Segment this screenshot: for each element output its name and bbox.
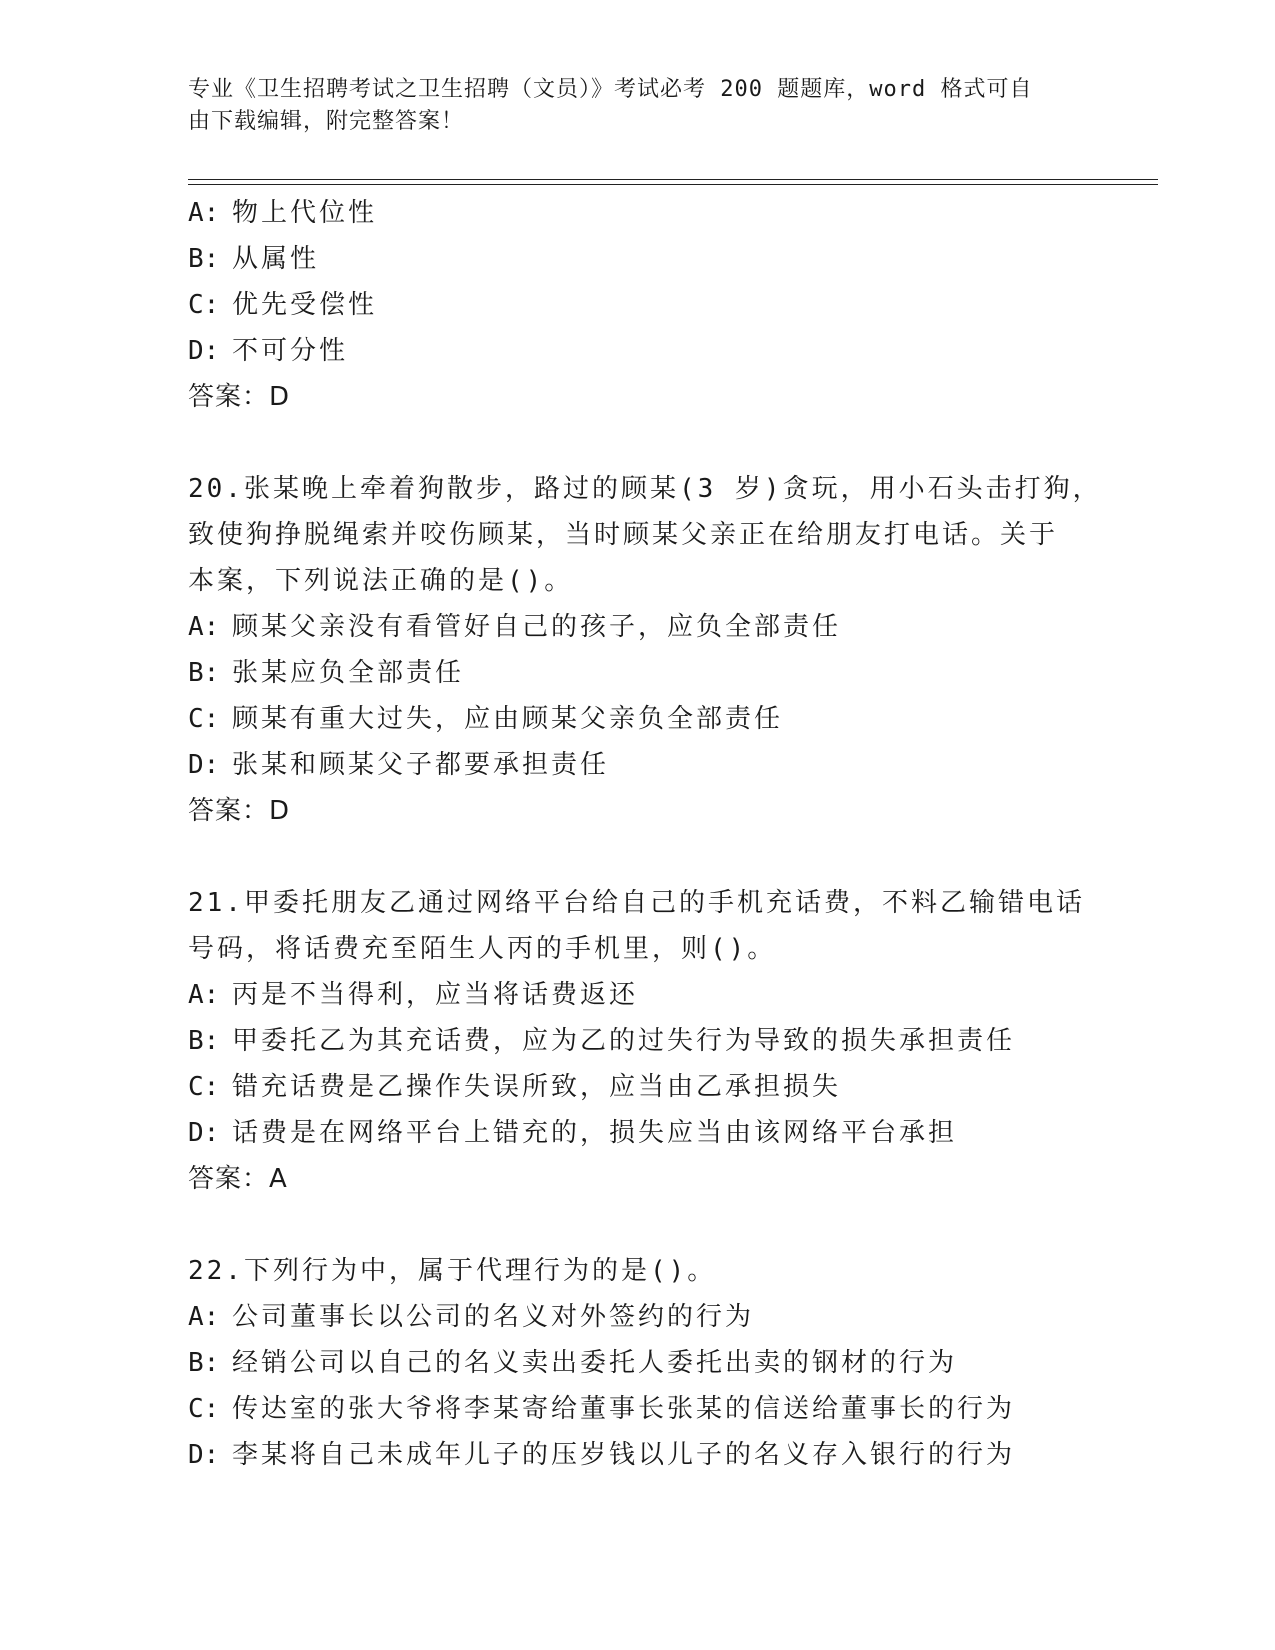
header-divider-bottom [188, 184, 1158, 185]
question-19 [188, 190, 1148, 420]
option-key: B: [188, 1348, 220, 1378]
option-text: 传达室的张大爷将李某寄给董事长张某的信送给董事长的行为 [232, 1394, 1016, 1424]
option-key: A: [188, 198, 220, 228]
option-text: 物上代位性 [232, 198, 378, 228]
option-d [188, 328, 1148, 374]
option-key: D: [188, 1118, 220, 1148]
option-key: A: [188, 980, 220, 1010]
option-key: D: [188, 1440, 220, 1470]
question-22 [188, 1248, 1148, 1478]
question-stem-line: 号码，将话费充至陌生人丙的手机里，则()。 [188, 934, 777, 964]
answer-line: 答案：A [188, 1164, 288, 1194]
option-text: 甲委托乙为其充话费，应为乙的过失行为导致的损失承担责任 [232, 1026, 1016, 1056]
option-text: 经销公司以自己的名义卖出委托人委托出卖的钢材的行为 [232, 1348, 958, 1378]
option-text: 从属性 [232, 244, 320, 274]
question-stem-line: 20.张某晚上牵着狗散步，路过的顾某(3 岁)贪玩，用小石头击打狗， [188, 474, 1102, 504]
option-text: 优先受偿性 [232, 290, 378, 320]
option-key: D: [188, 750, 220, 780]
option-a [188, 1294, 1148, 1340]
option-key: C: [188, 1072, 220, 1102]
option-key: C: [188, 1394, 220, 1424]
option-a [188, 972, 1148, 1018]
question-stem-line: 21.甲委托朋友乙通过网络平台给自己的手机充话费，不料乙输错电话 [188, 888, 1085, 918]
option-b [188, 1018, 1148, 1064]
option-b [188, 1340, 1148, 1386]
question-stem-line: 致使狗挣脱绳索并咬伤顾某，当时顾某父亲正在给朋友打电话。关于 [188, 520, 1059, 550]
header-divider-top [188, 179, 1158, 180]
option-c [188, 282, 1148, 328]
question-20 [188, 466, 1148, 834]
option-d [188, 742, 1148, 788]
answer-line: 答案：D [188, 796, 291, 826]
header-line-2: 由下载编辑，附完整答案！ [188, 109, 465, 134]
option-key: B: [188, 244, 220, 274]
option-text: 顾某有重大过失，应由顾某父亲负全部责任 [232, 704, 784, 734]
option-c [188, 1064, 1148, 1110]
question-list [188, 190, 1148, 1478]
option-a [188, 190, 1148, 236]
option-text: 顾某父亲没有看管好自己的孩子，应负全部责任 [232, 612, 842, 642]
spacer [188, 1202, 1148, 1248]
option-d [188, 1110, 1148, 1156]
option-text: 丙是不当得利，应当将话费返还 [232, 980, 639, 1010]
option-text: 话费是在网络平台上错充的，损失应当由该网络平台承担 [232, 1118, 958, 1148]
option-d [188, 1432, 1148, 1478]
question-stem-line: 本案，下列说法正确的是()。 [188, 566, 574, 596]
option-c [188, 696, 1148, 742]
answer-line: 答案：D [188, 382, 291, 412]
option-key: D: [188, 336, 220, 366]
option-key: A: [188, 612, 220, 642]
option-text: 李某将自己未成年儿子的压岁钱以儿子的名义存入银行的行为 [232, 1440, 1016, 1470]
question-stem-line: 22.下列行为中，属于代理行为的是()。 [188, 1256, 717, 1286]
option-key: C: [188, 704, 220, 734]
option-text: 错充话费是乙操作失误所致，应当由乙承担损失 [232, 1072, 842, 1102]
spacer [188, 420, 1148, 466]
option-b [188, 650, 1148, 696]
question-21 [188, 880, 1148, 1202]
option-key: A: [188, 1302, 220, 1332]
option-text: 公司董事长以公司的名义对外签约的行为 [232, 1302, 755, 1332]
option-key: B: [188, 658, 220, 688]
header-line-1: 专业《卫生招聘考试之卫生招聘（文员）》考试必考 200 题题库，word 格式可自 [188, 77, 1033, 102]
option-key: B: [188, 1026, 220, 1056]
option-text: 张某应负全部责任 [232, 658, 465, 688]
option-key: C: [188, 290, 220, 320]
option-b [188, 236, 1148, 282]
option-a [188, 604, 1148, 650]
document-header [188, 74, 1068, 138]
option-text: 不可分性 [232, 336, 349, 366]
option-c [188, 1386, 1148, 1432]
spacer [188, 834, 1148, 880]
option-text: 张某和顾某父子都要承担责任 [232, 750, 610, 780]
